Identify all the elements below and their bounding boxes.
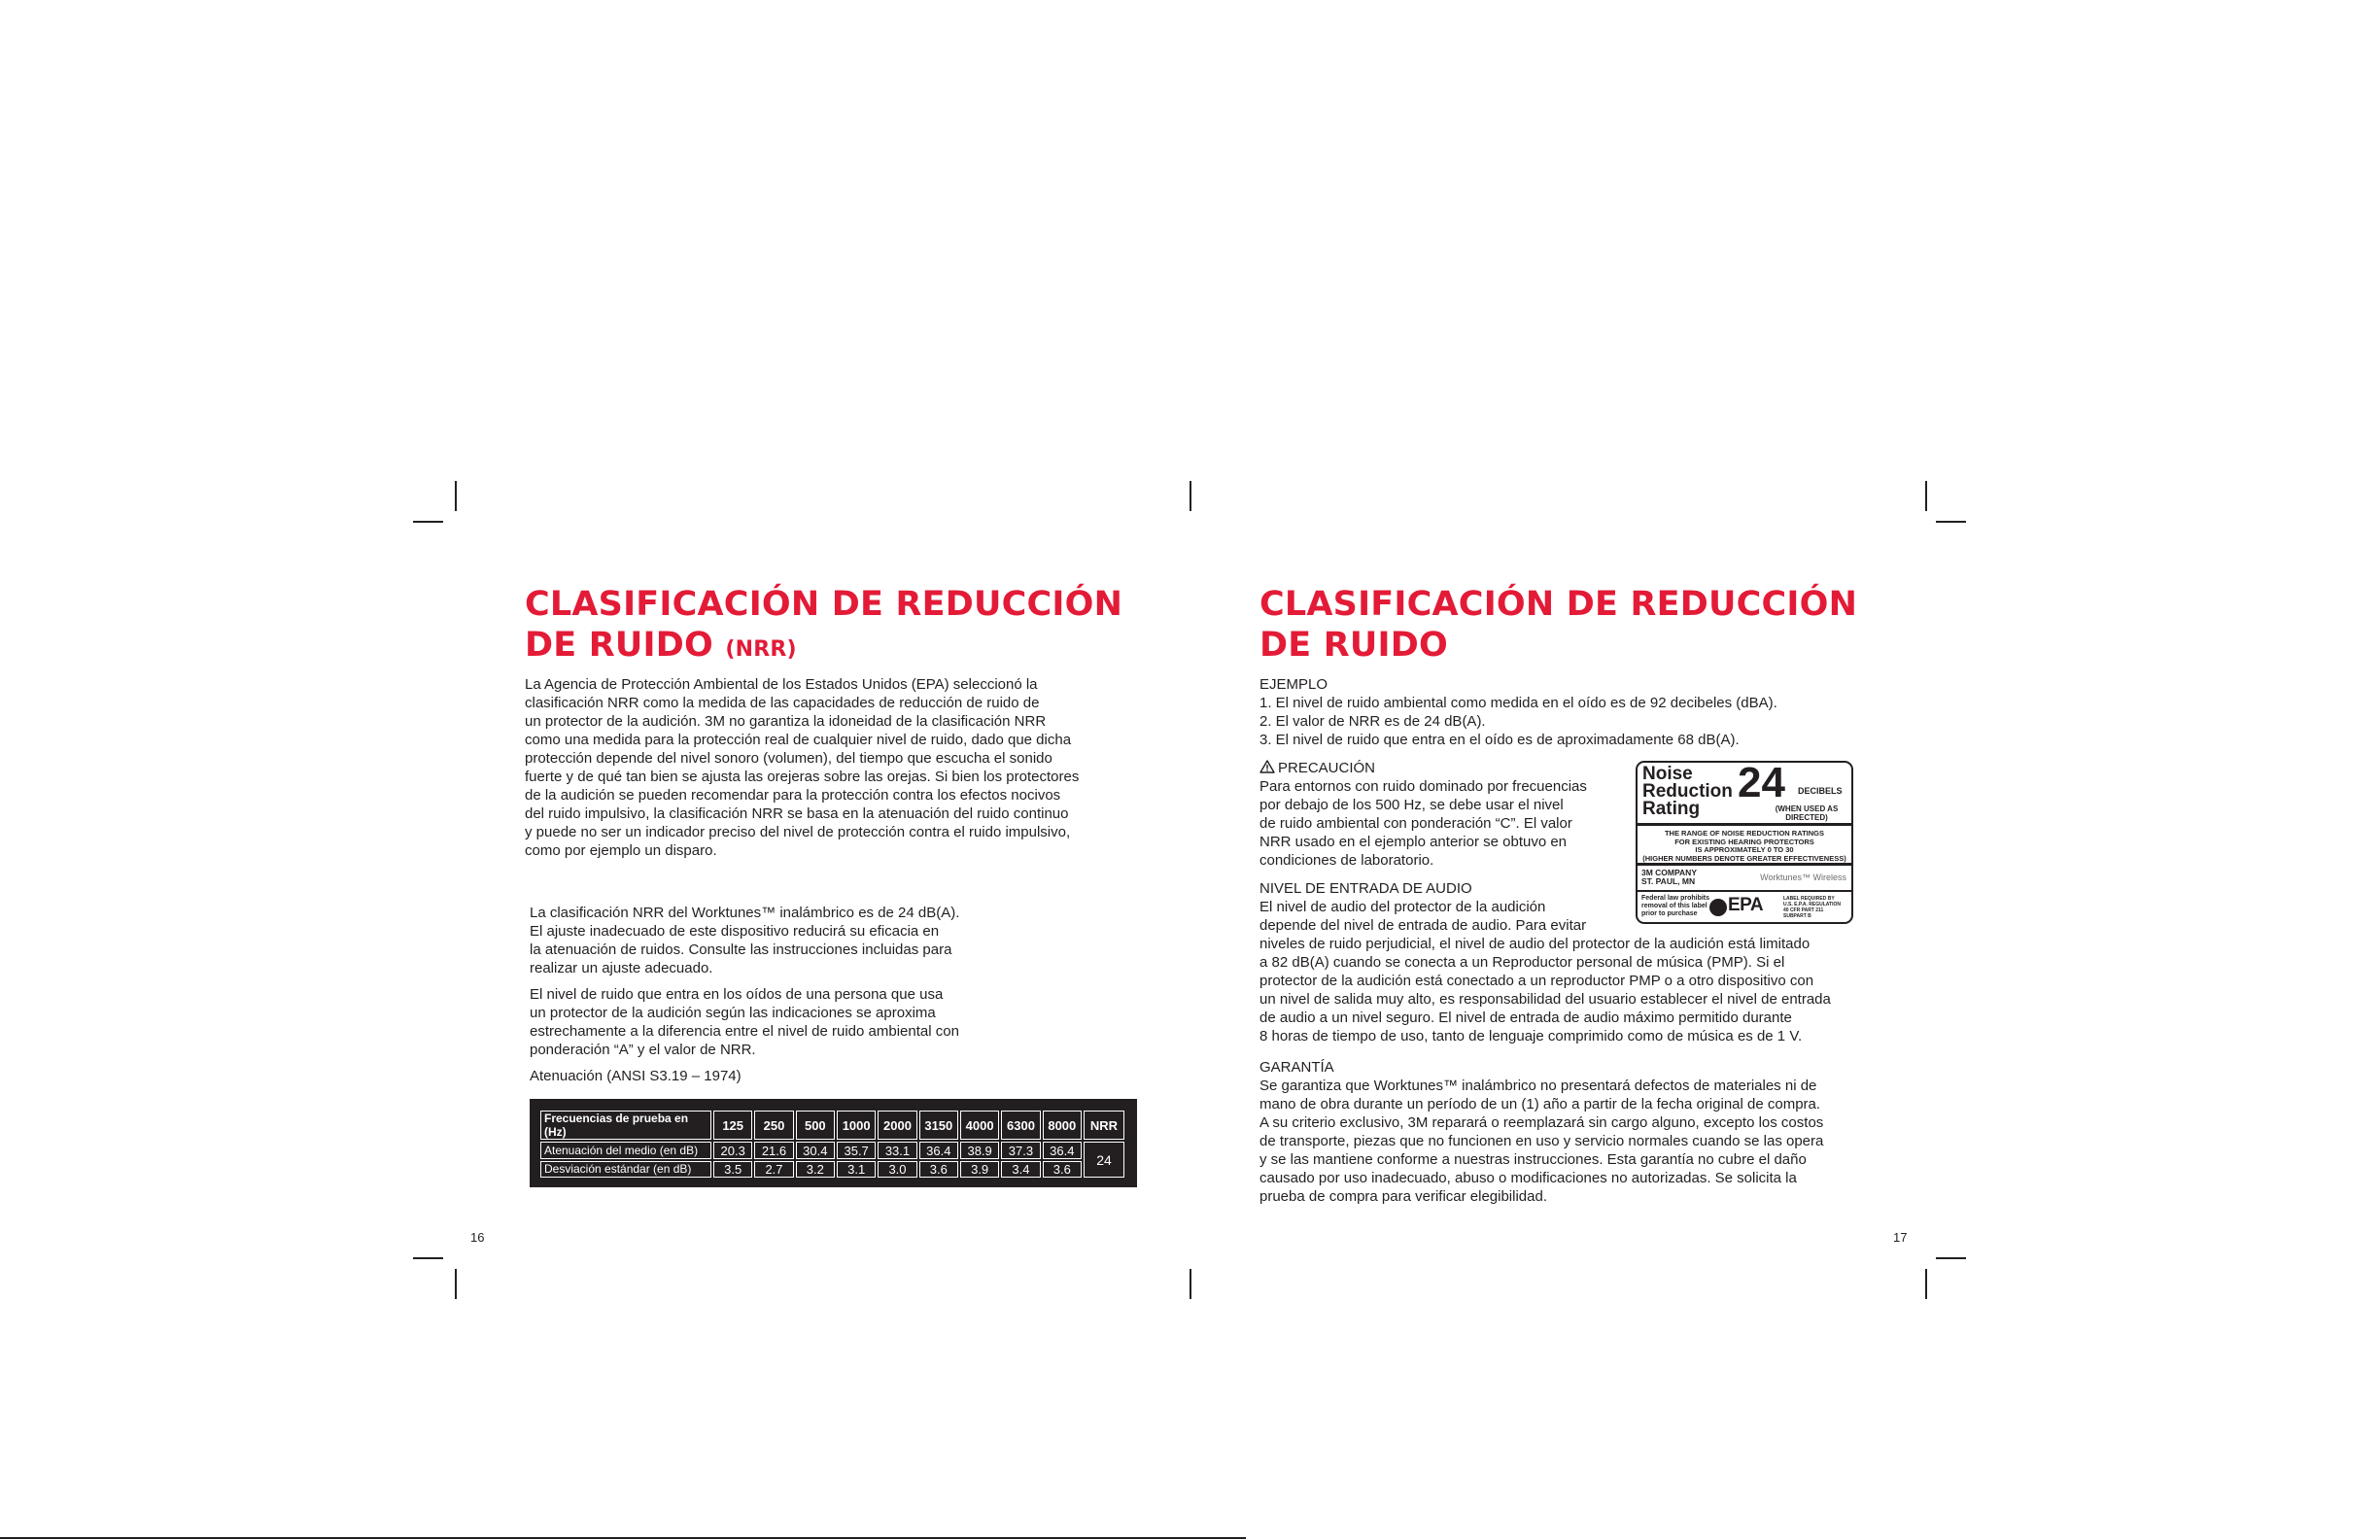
- freq-header: 125: [713, 1111, 752, 1140]
- row-label: Atenuación del medio (en dB): [540, 1142, 711, 1158]
- table-cell: 35.7: [837, 1142, 876, 1158]
- example-line: 1. El nivel de ruido ambiental como medida en el oído es de 92 decibeles (dBA).: [1259, 695, 1777, 711]
- title-suffix: (NRR): [725, 637, 797, 662]
- table-cell: 21.6: [754, 1142, 793, 1158]
- table-cell: 3.6: [919, 1161, 958, 1178]
- intro-line: como por ejemplo un disparo.: [525, 842, 717, 859]
- table-cell: 36.4: [1043, 1142, 1082, 1158]
- crop-mark: [413, 1257, 443, 1259]
- level-line: ponderación “A” y el valor de NRR.: [530, 1042, 756, 1058]
- warranty-line: prueba de compra para verificar elegibilidad.: [1259, 1188, 1548, 1205]
- warranty-line: causado por uso inadecuado, abuso o modificaciones no autorizadas. Se solicita la: [1259, 1170, 1797, 1186]
- nrr-range-line: THE RANGE OF NOISE REDUCTION RATINGS: [1664, 829, 1825, 838]
- nrr-label-range: [1638, 826, 1851, 866]
- nrr-line: realizar un ajuste adecuado.: [530, 960, 713, 976]
- federal-line: prior to purchase: [1641, 910, 1698, 917]
- caution-line: Para entornos con ruido dominado por frecuencias: [1259, 778, 1587, 795]
- crop-mark: [1936, 1257, 1966, 1259]
- left-page-title: [525, 584, 1122, 670]
- audio-line: protector de la audición está conectado a un reproductor PMP o a otro dispositivo con: [1259, 973, 1814, 989]
- required-line: 40 CFR PART 211: [1783, 907, 1824, 913]
- nrr-name-line: Reduction: [1642, 781, 1733, 802]
- nrr-label-value: 24: [1738, 761, 1785, 806]
- intro-line: protección depende del nivel sonoro (volumen), del tiempo que escucha el sonido: [525, 750, 1052, 767]
- caution-heading-row: [1259, 759, 1629, 777]
- example-heading: EJEMPLO: [1259, 676, 1328, 693]
- nrr-header: NRR: [1084, 1111, 1124, 1140]
- table-cell: 2.7: [754, 1161, 793, 1178]
- caution-section: [1259, 759, 1629, 870]
- nrr-range-line: (HIGHER NUMBERS DENOTE GREATER EFFECTIVENESS): [1642, 853, 1846, 863]
- warranty-line: A su criterio exclusivo, 3M reparará o reemplazará sin cargo alguno, excepto los costos: [1259, 1114, 1824, 1131]
- right-page-title: [1259, 584, 1857, 666]
- intro-line: La Agencia de Protección Ambiental de los Estados Unidos (EPA) seleccionó la: [525, 676, 1038, 693]
- federal-line: removal of this label: [1641, 903, 1707, 909]
- nrr-label-footer: [1638, 892, 1851, 923]
- level-line: un protector de la audición según las indicaciones se aproxima: [530, 1005, 936, 1021]
- nrr-label-product: Worktunes™ Wireless: [1760, 873, 1846, 882]
- audio-line: niveles de ruido perjudicial, el nivel de audio del protector de la audición está limitado: [1259, 936, 1811, 952]
- freq-header: 250: [754, 1111, 793, 1140]
- caution-line: NRR usado en el ejemplo anterior se obtuvo en: [1259, 834, 1568, 850]
- table-cell: 3.4: [1001, 1161, 1040, 1178]
- crop-mark: [1190, 1269, 1191, 1299]
- audio-line: depende del nivel de entrada de audio. Para evitar: [1259, 917, 1587, 934]
- table-cell: 3.0: [878, 1161, 916, 1178]
- crop-mark: [1936, 521, 1966, 523]
- required-line: SUBPART B: [1783, 913, 1811, 919]
- table-cell: 3.6: [1043, 1161, 1082, 1178]
- freq-header: 2000: [878, 1111, 916, 1140]
- freq-header: 3150: [919, 1111, 958, 1140]
- crop-mark: [1925, 1269, 1927, 1299]
- warning-triangle-icon: [1259, 760, 1275, 773]
- example-line: 2. El valor de NRR es de 24 dB(A).: [1259, 713, 1486, 730]
- row-label: Desviación estándar (en dB): [540, 1161, 711, 1178]
- table-cell: 3.2: [796, 1161, 835, 1178]
- nrr-label: [1636, 761, 1853, 924]
- audio-heading: NIVEL DE ENTRADA DE AUDIO: [1259, 880, 1472, 897]
- title-line-2: DE RUIDO: [525, 626, 713, 665]
- bottom-rule: [0, 1537, 1246, 1539]
- intro-paragraph: [525, 675, 1147, 860]
- company-line: 3M COMPANY: [1641, 868, 1697, 877]
- table-cell: 3.9: [960, 1161, 999, 1178]
- nrr-label-unit: DECIBELS: [1798, 786, 1843, 796]
- level-line: estrechamente a la diferencia entre el nivel de ruido ambiental con: [530, 1023, 959, 1040]
- freq-header: 8000: [1043, 1111, 1082, 1140]
- epa-seal-icon: [1709, 899, 1727, 916]
- intro-line: y puede no ser un indicador preciso del nivel de protección contra el ruido impulsivo,: [525, 824, 1071, 840]
- warranty-line: y se las mantiene conforme a nuestras instrucciones. Esta garantía no cubre el daño: [1259, 1151, 1807, 1168]
- table-header-row: [540, 1111, 1124, 1140]
- nrr-label-agency: EPA: [1728, 895, 1764, 915]
- federal-line: Federal law prohibits: [1641, 895, 1710, 902]
- table-cell: 3.5: [713, 1161, 752, 1178]
- caution-line: de ruido ambiental con ponderación “C”. El valor: [1259, 815, 1572, 832]
- nrr-line: La clasificación NRR del Worktunes™ inalámbrico es de 24 dB(A).: [530, 905, 960, 921]
- caution-line: por debajo de los 500 Hz, se debe usar el nivel: [1259, 797, 1564, 813]
- intro-line: como una medida para la protección real de cualquier nivel de ruido, dado que dicha: [525, 732, 1072, 748]
- table-cell: 37.3: [1001, 1142, 1040, 1158]
- nrr-name-line: Noise: [1642, 764, 1693, 784]
- table-cell: 20.3: [713, 1142, 752, 1158]
- freq-header: 6300: [1001, 1111, 1040, 1140]
- nrr-label-header: [1638, 763, 1851, 826]
- freq-header: 500: [796, 1111, 835, 1140]
- nrr-label-federal: [1641, 895, 1709, 918]
- audio-line: 8 horas de tiempo de uso, tanto de lenguaje comprimido como de música es de 1 V.: [1259, 1028, 1803, 1044]
- audio-line: a 82 dB(A) cuando se conecta a un Reproductor personal de música (PMP). Si el: [1259, 954, 1785, 971]
- page-number-left: 16: [470, 1230, 485, 1245]
- warranty-line: Se garantiza que Worktunes™ inalámbrico no presentará defectos de materiales ni de: [1259, 1078, 1817, 1094]
- nrr-name-line: Rating: [1642, 799, 1701, 819]
- attenuation-table: [530, 1099, 1137, 1187]
- table-header-label: Frecuencias de prueba en (Hz): [540, 1111, 711, 1140]
- company-line: ST. PAUL, MN: [1641, 876, 1696, 886]
- page-number-right: 17: [1893, 1230, 1908, 1245]
- example-line: 3. El nivel de ruido que entra en el oído es de aproximadamente 68 dB(A).: [1259, 732, 1740, 748]
- freq-header: 1000: [837, 1111, 876, 1140]
- level-line: El nivel de ruido que entra en los oídos de una persona que usa: [530, 986, 944, 1003]
- nrr-paragraph: [530, 904, 1113, 1085]
- table-cell: 3.1: [837, 1161, 876, 1178]
- title-line-2: DE RUIDO: [1259, 626, 1448, 665]
- crop-mark: [1190, 481, 1191, 511]
- nrr-range-line: IS APPROXIMATELY 0 TO 30: [1695, 845, 1794, 854]
- intro-line: un protector de la audición. 3M no garantiza la idoneidad de la clasificación NRR: [525, 713, 1047, 730]
- caution-heading: PRECAUCIÓN: [1278, 760, 1376, 776]
- required-line: U.S. E.P.A. REGULATION: [1783, 902, 1841, 907]
- example-section: [1259, 675, 1881, 749]
- attenuation-label: Atenuación (ANSI S3.19 – 1974): [530, 1068, 742, 1084]
- nrr-label-condition: (WHEN USED AS DIRECTED): [1775, 804, 1839, 822]
- nrr-range-line: FOR EXISTING HEARING PROTECTORS: [1674, 837, 1814, 846]
- crop-mark: [455, 481, 457, 511]
- audio-line: de audio a un nivel seguro. El nivel de entrada de audio máximo permitido durante: [1259, 1010, 1792, 1026]
- required-line: LABEL REQUIRED BY: [1783, 896, 1835, 902]
- intro-line: de la audición se pueden recomendar para la protección contra los efectos nocivos: [525, 787, 1061, 804]
- nrr-line: El ajuste inadecuado de este dispositivo reducirá su eficacia en: [530, 923, 940, 940]
- title-line-1: CLASIFICACIÓN DE REDUCCIÓN: [525, 585, 1123, 624]
- crop-mark: [1925, 481, 1927, 511]
- caution-line: condiciones de laboratorio.: [1259, 852, 1434, 869]
- nrr-label-company: [1641, 869, 1697, 886]
- table-row: [540, 1161, 1124, 1178]
- nrr-value-cell: 24: [1084, 1142, 1124, 1178]
- table-cell: 33.1: [878, 1142, 916, 1158]
- warranty-section: [1259, 1058, 1881, 1206]
- crop-mark: [455, 1269, 457, 1299]
- warranty-line: mano de obra durante un período de un (1) año a partir de la fecha original de compra.: [1259, 1096, 1821, 1112]
- table-cell: 36.4: [919, 1142, 958, 1158]
- table-cell: 38.9: [960, 1142, 999, 1158]
- audio-line: un nivel de salida muy alto, es responsabilidad del usuario establecer el nivel de entrada: [1259, 991, 1831, 1008]
- nrr-label-required: [1783, 896, 1841, 919]
- warranty-line: de transporte, piezas que no funcionen en uso y servicio normales cuando se las opera: [1259, 1133, 1824, 1149]
- nrr-label-maker: [1638, 866, 1851, 892]
- nrr-line: la atenuación de ruidos. Consulte las instrucciones incluidas para: [530, 941, 952, 958]
- intro-line: del ruido impulsivo, la clasificación NRR se basa en la atenuación del ruido continuo: [525, 805, 1069, 822]
- nrr-label-name: [1642, 766, 1733, 818]
- intro-line: clasificación NRR como la medida de las capacidades de reducción de ruido de: [525, 695, 1040, 711]
- freq-header: 4000: [960, 1111, 999, 1140]
- intro-line: fuerte y de qué tan bien se ajusta las orejeras sobre las orejas. Si bien los protectores: [525, 769, 1080, 785]
- table-cell: 30.4: [796, 1142, 835, 1158]
- table-row: [540, 1142, 1124, 1158]
- title-line-1: CLASIFICACIÓN DE REDUCCIÓN: [1259, 585, 1858, 624]
- crop-mark: [413, 521, 443, 523]
- warranty-heading: GARANTÍA: [1259, 1059, 1334, 1076]
- audio-line: El nivel de audio del protector de la audición: [1259, 899, 1546, 915]
